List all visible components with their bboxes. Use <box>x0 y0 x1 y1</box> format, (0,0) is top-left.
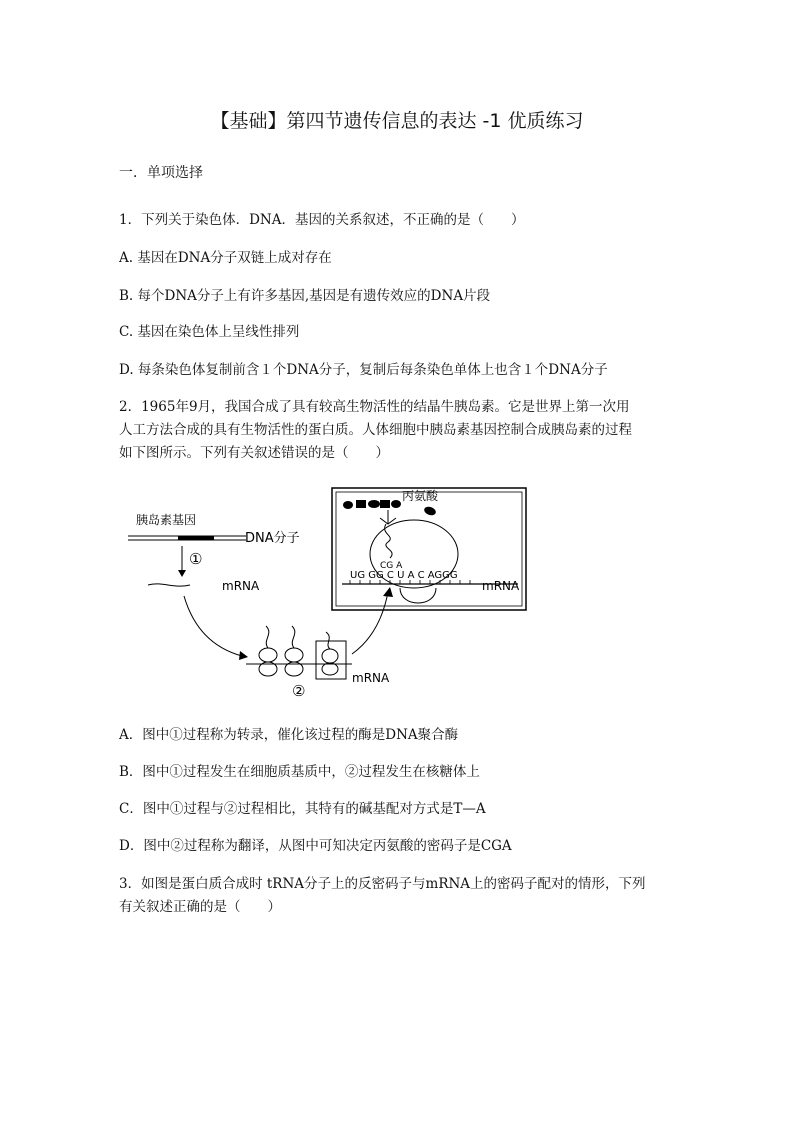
process-arrow <box>184 596 242 656</box>
arrow-head <box>383 587 393 597</box>
mrna-sequence: UG GG C U A C AGGG <box>350 570 458 581</box>
q1-stem: 1．下列关于染色体．DNA．基因的关系叙述，不正确的是（ ） <box>119 212 525 228</box>
arrow-head <box>239 651 248 660</box>
page-title: 【基础】第四节遗传信息的表达 -1 优质练习 <box>210 110 584 132</box>
q1-option-c: C. 基因在染色体上呈线性排列 <box>119 324 300 340</box>
q2-option-a: A．图中①过程称为转录，催化该过程的酶是DNA聚合酶 <box>119 727 459 743</box>
q1-option-d: D. 每条染色体复制前含１个DNA分子，复制后每条染色单体上也含１个DNA分子 <box>119 362 608 378</box>
step1-marker: ① <box>189 550 203 568</box>
gene-label: 胰岛素基因 <box>136 513 197 527</box>
q2-stem-line-2: 人工方法合成的具有生物活性的蛋白质。人体细胞中胰岛素基因控制合成胰岛素的过程 <box>119 422 632 438</box>
q2-option-b: B．图中①过程发生在细胞质基质中，②过程发生在核糖体上 <box>119 764 480 780</box>
free-amino-acid <box>423 505 437 517</box>
mrna-strand <box>148 584 190 586</box>
step2-marker: ② <box>292 682 306 700</box>
polysome <box>246 626 352 679</box>
zoom-arrow <box>352 592 388 654</box>
insulin-gene-segment <box>178 536 214 541</box>
q2-stem-line-1: 2．1965年9月，我国合成了具有较高生物活性的结晶牛胰岛素。它是世界上第一次用 <box>119 399 630 415</box>
mrna-label-2: mRNA <box>352 671 390 685</box>
mrna-label-1: mRNA <box>222 579 260 593</box>
mrna-label-3: mRNA <box>482 579 520 593</box>
q2-option-c: C．图中①过程与②过程相比，其特有的碱基配对方式是T—A <box>119 801 486 817</box>
q1-option-a: A. 基因在DNA分子双链上成对存在 <box>119 250 332 266</box>
q2-option-d: D．图中②过程称为翻译，从图中可知决定丙氨酸的密码子是CGA <box>119 838 512 854</box>
q3-stem-line-2: 有关叙述正确的是（ ） <box>119 899 281 915</box>
section-heading: 一．单项选择 <box>119 165 203 181</box>
trna <box>385 524 392 558</box>
amino-acid-label: 丙氨酸 <box>402 489 439 503</box>
dna-molecule <box>128 536 246 541</box>
arrow-head <box>178 570 186 577</box>
anticodon-label: CG A <box>380 561 403 571</box>
ribosome-small-subunit <box>400 588 436 603</box>
dna-label: DNA分子 <box>245 531 300 546</box>
gene-expression-diagram <box>118 484 538 700</box>
q2-stem-line-3: 如下图所示。下列有关叙述错误的是（ ） <box>119 445 389 461</box>
q1-option-b: B. 每个DNA分子上有许多基因,基因是有遗传效应的DNA片段 <box>119 288 491 304</box>
q3-stem-line-1: 3．如图是蛋白质合成时 tRNA分子上的反密码子与mRNA上的密码子配对的情形，下列 <box>119 876 646 892</box>
